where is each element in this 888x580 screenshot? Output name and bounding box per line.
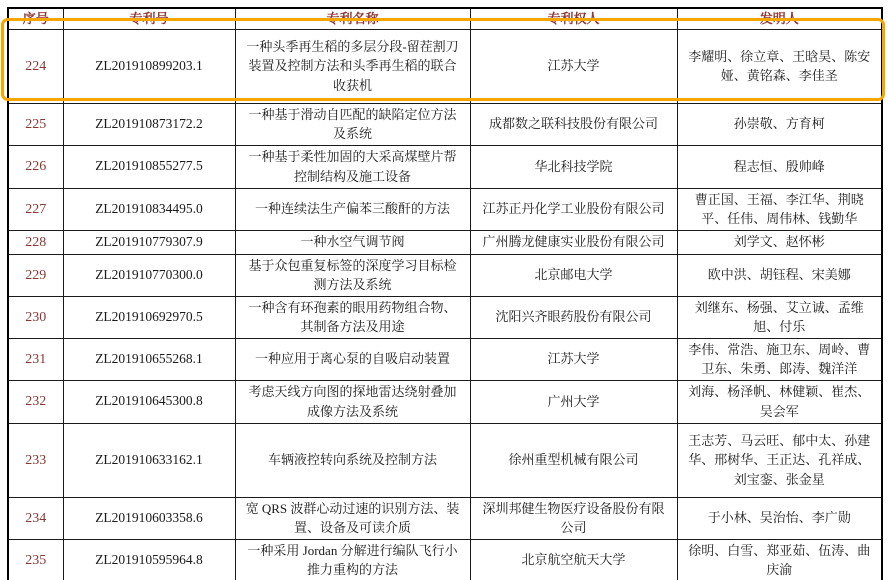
table-row-231 <box>8 338 882 380</box>
table-row-228 <box>8 230 882 254</box>
cell-patent-number: ZL201910692970.5 <box>63 296 235 338</box>
column-header-patent-number: 专利号 <box>63 8 235 29</box>
cell-patent-number: ZL201910633162.1 <box>63 423 235 497</box>
cell-patentee: 广州大学 <box>470 380 677 423</box>
cell-inventors: 刘继东、杨强、艾立诚、孟维旭、付乐 <box>677 296 882 338</box>
cell-patentee: 徐州重型机械有限公司 <box>470 423 677 497</box>
patent-table <box>7 7 883 580</box>
cell-inventors: 曹正国、王福、李江华、荆晓平、任伟、周伟林、钱勤华 <box>677 188 882 230</box>
cell-patent-name: 一种采用 Jordan 分解进行编队飞行小推力重构的方法 <box>235 539 470 580</box>
cell-patentee: 江苏大学 <box>470 338 677 380</box>
cell-patent-name: 一种头季再生稻的多层分段-留茬割刀装置及控制方法和头季再生稻的联合收获机 <box>235 29 470 103</box>
table-row-235 <box>8 539 882 580</box>
cell-patent-name: 一种应用于离心泵的自吸启动装置 <box>235 338 470 380</box>
cell-index: 227 <box>8 188 63 230</box>
cell-index: 228 <box>8 230 63 254</box>
cell-patent-number: ZL201910603358.6 <box>63 497 235 539</box>
table-row-234 <box>8 497 882 539</box>
cell-patentee: 广州腾龙健康实业股份有限公司 <box>470 230 677 254</box>
cell-inventors: 于小林、吴治怡、李广勋 <box>677 497 882 539</box>
table-row-230 <box>8 296 882 338</box>
table-header-row <box>8 8 882 29</box>
table-row-224 <box>8 29 882 103</box>
cell-patent-name: 考虑天线方向图的探地雷达绕射叠加成像方法及系统 <box>235 380 470 423</box>
cell-index: 225 <box>8 103 63 145</box>
cell-inventors: 李耀明、徐立章、王晗昊、陈安娅、黄铭森、李佳圣 <box>677 29 882 103</box>
cell-patentee: 江苏正丹化学工业股份有限公司 <box>470 188 677 230</box>
cell-index: 232 <box>8 380 63 423</box>
cell-patentee: 深圳邦健生物医疗设备股份有限公司 <box>470 497 677 539</box>
cell-patent-number: ZL201910645300.8 <box>63 380 235 423</box>
cell-patent-number: ZL201910855277.5 <box>63 145 235 188</box>
cell-inventors: 孙崇敬、方育柯 <box>677 103 882 145</box>
cell-patent-name: 基于众包重复标签的深度学习目标检测方法及系统 <box>235 254 470 296</box>
column-header-patentee: 专利权人 <box>470 8 677 29</box>
table-row-233 <box>8 423 882 497</box>
cell-index: 235 <box>8 539 63 580</box>
cell-inventors: 刘海、杨泽帆、林健颖、崔杰、吴会军 <box>677 380 882 423</box>
cell-patent-number: ZL201910595964.8 <box>63 539 235 580</box>
cell-patent-name: 一种水空气调节阀 <box>235 230 470 254</box>
cell-patentee: 沈阳兴齐眼药股份有限公司 <box>470 296 677 338</box>
cell-patentee: 华北科技学院 <box>470 145 677 188</box>
cell-patent-number: ZL201910873172.2 <box>63 103 235 145</box>
table-row-226 <box>8 145 882 188</box>
column-header-inventors: 发明人 <box>677 8 882 29</box>
cell-index: 226 <box>8 145 63 188</box>
table-row-232 <box>8 380 882 423</box>
cell-patent-number: ZL201910770300.0 <box>63 254 235 296</box>
table-row-225 <box>8 103 882 145</box>
cell-patent-name: 一种含有环孢素的眼用药物组合物、其制备方法及用途 <box>235 296 470 338</box>
cell-patentee: 成都数之联科技股份有限公司 <box>470 103 677 145</box>
table-row-227 <box>8 188 882 230</box>
cell-index: 233 <box>8 423 63 497</box>
cell-patent-name: 一种基于滑动自匹配的缺陷定位方法及系统 <box>235 103 470 145</box>
cell-patent-number: ZL201910779307.9 <box>63 230 235 254</box>
column-header-index: 序号 <box>8 8 63 29</box>
cell-patent-number: ZL201910834495.0 <box>63 188 235 230</box>
cell-inventors: 程志恒、殷帅峰 <box>677 145 882 188</box>
cell-patent-name: 一种基于柔性加固的大采高煤壁片帮控制结构及施工设备 <box>235 145 470 188</box>
cell-index: 229 <box>8 254 63 296</box>
cell-index: 230 <box>8 296 63 338</box>
cell-inventors: 徐明、白雪、郑亚茹、伍涛、曲庆渝 <box>677 539 882 580</box>
cell-inventors: 王志芳、马云旺、郁中太、孙建华、邢树华、王正达、孔祥成、刘宝銮、张金星 <box>677 423 882 497</box>
cell-patent-number: ZL201910899203.1 <box>63 29 235 103</box>
cell-patent-number: ZL201910655268.1 <box>63 338 235 380</box>
cell-inventors: 李伟、常浩、施卫东、周岭、曹卫东、朱勇、郎涛、魏洋洋 <box>677 338 882 380</box>
cell-inventors: 刘学文、赵怀彬 <box>677 230 882 254</box>
cell-index: 231 <box>8 338 63 380</box>
cell-index: 234 <box>8 497 63 539</box>
cell-patent-name: 宽 QRS 波群心动过速的识别方法、装置、设备及可读介质 <box>235 497 470 539</box>
table-row-229 <box>8 254 882 296</box>
cell-patent-name: 车辆液控转向系统及控制方法 <box>235 423 470 497</box>
cell-patent-name: 一种连续法生产偏苯三酸酐的方法 <box>235 188 470 230</box>
cell-patentee: 北京邮电大学 <box>470 254 677 296</box>
cell-patentee: 北京航空航天大学 <box>470 539 677 580</box>
cell-inventors: 欧中洪、胡钰程、宋美娜 <box>677 254 882 296</box>
column-header-patent-name: 专利名称 <box>235 8 470 29</box>
cell-patentee: 江苏大学 <box>470 29 677 103</box>
cell-index: 224 <box>8 29 63 103</box>
